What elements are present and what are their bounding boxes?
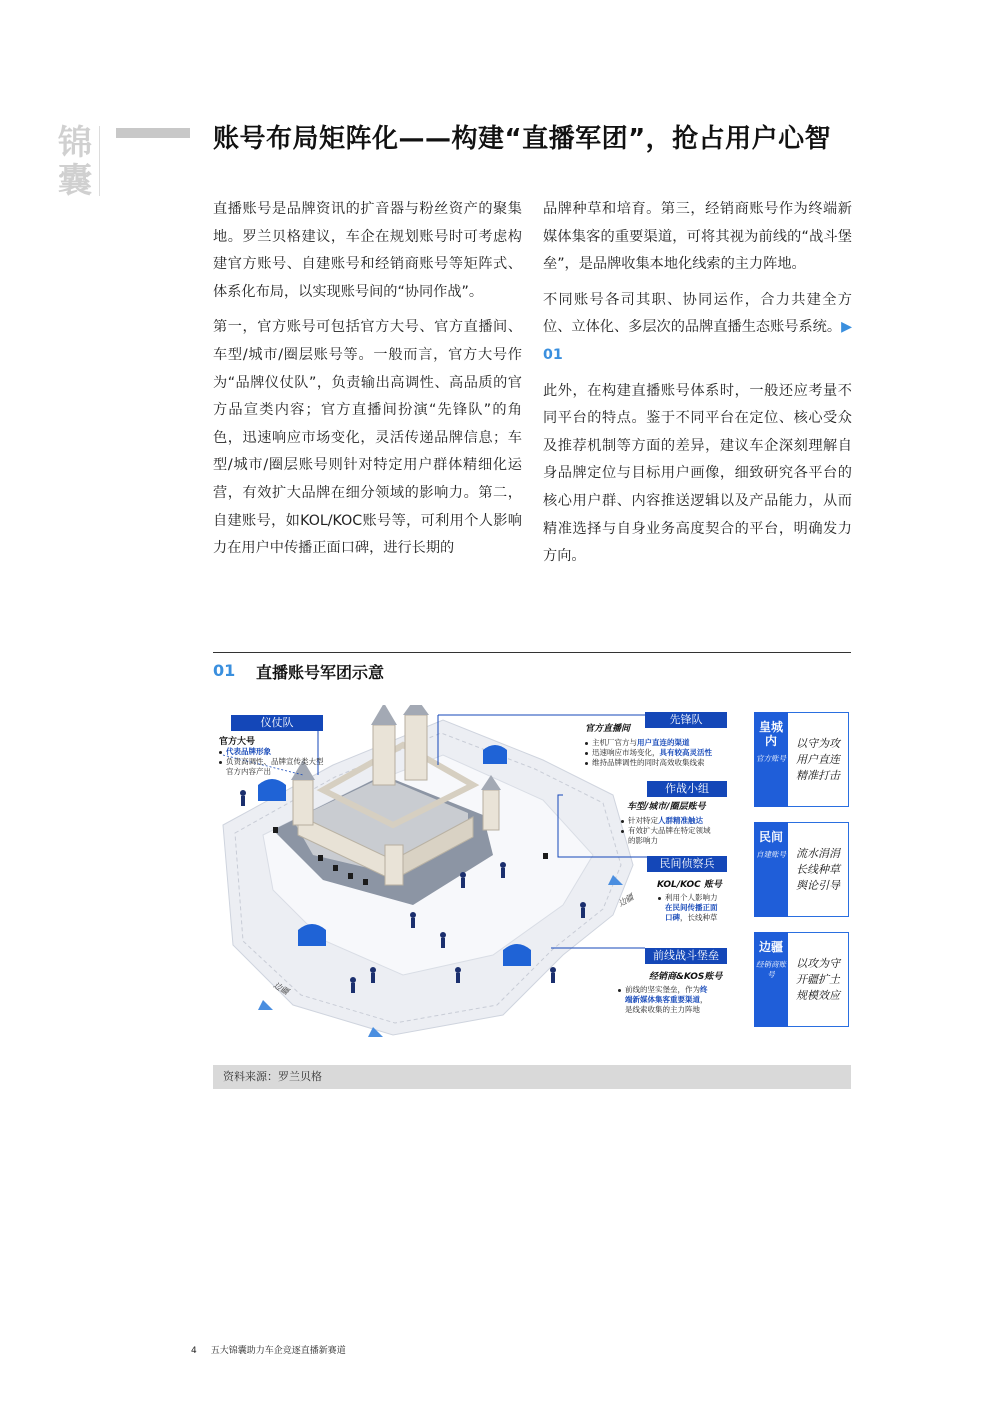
bullet-text: 具有较高灵活性	[659, 748, 712, 757]
bullet-text: 终	[700, 985, 708, 994]
source-bar	[213, 1065, 851, 1089]
tag-zuozhan: 作战小组	[647, 781, 727, 797]
edge-label: 边疆	[271, 980, 291, 997]
tag-minjian: 民间侦察兵	[647, 856, 727, 872]
account-dealer-kos: 经销商&KOS账号	[649, 972, 723, 982]
zone-line: 用户直连	[796, 752, 840, 766]
zone-title: 边疆	[758, 940, 783, 954]
bullet-list	[219, 747, 349, 777]
figure-rule	[213, 652, 851, 653]
paragraph: 直播账号是品牌资讯的扩音器与粉丝资产的聚集地。罗兰贝格建议，车企在规划账号时可考虑构建官方账号、自建账号和经销商账号等矩阵式、体系化布局，以实现账号间的“协同作战”。	[213, 201, 522, 300]
body-column-right	[543, 196, 852, 579]
bullet-text: 用户直连的渠道	[637, 738, 690, 747]
bullet-text: 端新媒体集客重要渠道	[625, 995, 700, 1004]
paragraph: 此外，在构建直播账号体系时，一般还应考量不同平台的特点。鉴于不同平台在定位、核心受众及推荐机制等方面的差异，建议车企深刻理解自身品牌定位与目标用户画像，细致研究各平台的核心用户群、内容推送逻辑以及产品能力，从而精准选择与自身业务高度契合的平台，明确发力方向。	[543, 382, 852, 565]
bullet-text: 针对特定	[628, 816, 658, 825]
body-column-left	[213, 196, 522, 571]
account-live-room: 官方直播间	[585, 724, 631, 734]
bullet-text: 人群精准触达	[658, 816, 703, 825]
sidebar-char-2: 囊	[58, 161, 92, 201]
bullet-text: 代表品牌形象	[226, 747, 271, 756]
sidebar-rule	[99, 126, 100, 196]
bullet-text: 官方内容产出	[226, 767, 271, 776]
bullet-text: 利用个人影响力	[665, 893, 718, 902]
zone-box-folk	[788, 822, 849, 917]
zone-tag-imperial	[754, 712, 788, 807]
bullet-text: ，	[700, 995, 708, 1004]
zone-tag-folk	[754, 822, 788, 917]
figure-illustration	[213, 705, 851, 1060]
zone-line: 流水涓涓	[796, 846, 840, 860]
bullet-list	[621, 816, 741, 846]
bullet-text: 迅速响应市场变化，	[592, 748, 660, 757]
paragraph: 第一，官方账号可包括官方大号、官方直播间、车型/城市/圈层账号等。一般而言，官方大号作为“品牌仪仗队”，负责输出高调性、高品质的官方品宣类内容；官方直播间扮演“先锋队”的角色，迅速响应市场变化，灵活传递品牌信息；车型/城市/圈层账号则针对特定用户群体精细化运营，有效扩大品牌在细分领域的影响力。第二，自建账号，如KOL/KOC账号等，可利用个人影响力在用户中传播正面口碑，进行长期的	[213, 319, 522, 557]
sidebar-char-1: 锦	[58, 123, 92, 163]
bullet-text: 主机厂官方与	[592, 738, 637, 747]
tag-yizhangdui: 仪仗队	[231, 715, 323, 731]
zone-title: 民间	[758, 830, 783, 844]
account-kol-koc: KOL/KOC 账号	[657, 880, 722, 890]
bullet-list	[618, 985, 736, 1015]
bullet-text: 前线的坚实堡垒，作为	[625, 985, 700, 994]
zone-line: 舆论引导	[796, 878, 840, 892]
zone-subtitle: 官方账号	[756, 754, 786, 763]
zone-line: 长线种草	[796, 862, 840, 876]
zone-line: 规模效应	[796, 988, 840, 1002]
figure-title: 直播账号军团示意	[256, 663, 385, 682]
tag-xianfeng: 先锋队	[645, 712, 727, 728]
bullet-text: 的影响力	[628, 836, 658, 845]
zone-line: 精准打击	[796, 768, 840, 782]
zone-box-frontier	[788, 932, 849, 1027]
bullet-text: 有效扩大品牌在特定领域	[628, 826, 711, 835]
account-official-main: 官方大号	[219, 737, 256, 747]
zone-tag-frontier	[754, 932, 788, 1027]
zone-title: 皇城内	[758, 720, 783, 748]
bullet-list	[658, 893, 738, 923]
paragraph	[543, 287, 852, 370]
zone-line: 开疆扩土	[796, 972, 840, 986]
page-number: 4	[191, 1346, 197, 1356]
bullet-text: 在民间传播正面	[665, 903, 718, 912]
page-footer	[191, 1343, 346, 1356]
zone-line: 以攻为守	[796, 956, 840, 970]
footer-text: 五大锦囊助力车企竞逐直播新赛道	[210, 1346, 346, 1356]
account-model-city: 车型/城市/圈层账号	[627, 802, 706, 812]
tag-qianxian: 前线战斗堡垒	[645, 948, 727, 964]
page-title: 账号布局矩阵化——构建“直播军团”，抢占用户心智	[213, 124, 832, 154]
zone-subtitle: 经销商账号	[756, 960, 786, 979]
zone-box-imperial	[788, 712, 849, 807]
figure-reference[interactable]: ▶ 01	[543, 319, 852, 363]
bullet-text: 负责高调性、品牌宣传类大型	[226, 757, 324, 766]
edge-label: 边疆	[616, 892, 636, 909]
source-text: 资料来源：罗兰贝格	[223, 1070, 322, 1083]
bullet-text: ，长线种草	[680, 913, 718, 922]
figure-number: 01	[213, 661, 236, 680]
bullet-text: 口碑	[665, 913, 680, 922]
title-bar	[116, 128, 190, 138]
paragraph-text: 不同账号各司其职、协同运作，合力共建全方位、立体化、多层次的品牌直播生态账号系统。	[543, 291, 852, 336]
zone-line: 以守为攻	[796, 736, 840, 750]
paragraph: 品牌种草和培育。第三，经销商账号作为终端新媒体集客的重要渠道，可将其视为前线的“战斗堡垒”，是品牌收集本地化线索的主力阵地。	[543, 201, 852, 273]
zone-subtitle: 自建账号	[756, 850, 786, 859]
bullet-text: 维持品牌调性的同时高效收集线索	[592, 758, 705, 767]
bullet-list	[585, 738, 745, 768]
bullet-text: 是线索收集的主力阵地	[625, 1005, 700, 1014]
